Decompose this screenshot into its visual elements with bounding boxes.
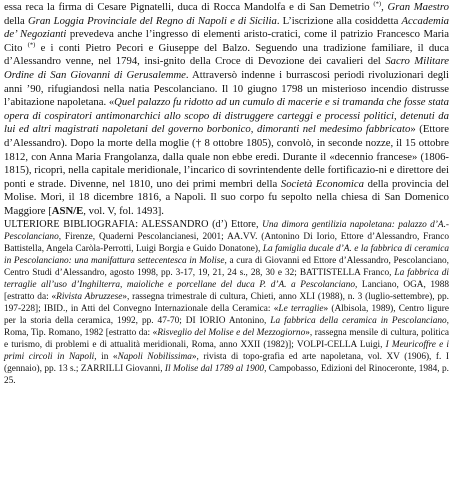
italic-title: Il Molise dal 1789 al 1900 [164, 363, 265, 374]
italic-title: Accademia de’ Negozianti [4, 14, 450, 41]
text-run: » (Albisola, 1989), Centro ligure per la storia della ceramica, 1992, pp. 47-70; DI IORIO Antonino, [4, 303, 450, 326]
text-run: e i conti Pietro Pecori e Giuseppe del Balzo. Seguendo una tradizione familiare, il duca d’Alessandro venne, nel 1794, insi-gnito della Croce di Devozione dei cavalieri del [4, 41, 449, 68]
text-run: », rivista di topo-grafia ed arte napoletana, vol. XV (1906), f. I (gennaio), pp. 13 s.; ZARRILLI Giovanni, [4, 351, 449, 374]
text-run: della [4, 14, 28, 27]
body-paragraph [4, 1, 449, 219]
footnote-marker: (*) [27, 41, 36, 49]
text-run: , Firenze, Quaderni Pescolancianesi, 2001; AA.VV. (Antonino Di Iorio, Ettore d’Alessandro, Franco Battistella, Angela Caròla-Perrotti, Luigi Borgia e Guido Donatone), [4, 231, 449, 254]
text-run: , Roma, Tip. Romano, 1982 [estratto da: « [4, 315, 449, 338]
text-run: », rassegna trimestrale di cultura, Chieti, anno XLI (1988), n. 3 (luglio-settembre), pp. 197-228]; IBID., in Atti del Convegno Internazionale della Ceramica: « [4, 291, 449, 314]
bibliography-heading: ULTERIORE BIBLIOGRAFIA: ALESSANDRO (d’) Ettore, [4, 218, 263, 230]
text-run: », rassegna mensile di cultura, politica e turismo, di problemi e di attualità meridionali, Roma, anno XXII (1982)]; VOLPI-CELLA Luigi, [4, 327, 449, 350]
italic-title: Le terraglie [278, 303, 324, 314]
text-run: prevedeva anche l’ingresso di elementi aristo-cratici, come il patrizio Francesco Maria Cito [4, 28, 450, 54]
italic-title: La fabbrica della ceramica in Pescolanciano [270, 315, 447, 326]
text-run: , a cura di Giovanni ed Ettore d’Alessandro, Pescolanciano, Centro Studi d’Alessandro, agosto 1998, pp. 3-17, 19, 21, 24 s., 28, 30 e 32; BATTISTELLA Franco, [4, 255, 450, 278]
text-run: della provincia del Molise. Morì, il 18 dicembre 1816, a Napoli. Il suo corpo fu sepolto nella chiesa di San Domenico Maggiore [ [4, 177, 450, 217]
italic-title: Gran Maestro [387, 1, 450, 13]
italic-title: Gran Loggia Provinciale del Regno di Napoli e di Sicilia [27, 14, 277, 27]
italic-title: Napoli Nobilissima [117, 351, 192, 362]
italic-title: Una dimora gentilizia napoletana: palazzo d’A.-Pescolanciano [4, 219, 449, 242]
bibliography-paragraph [4, 219, 449, 387]
text-run: , Lanciano, OGA, 1988 [estratto da: « [4, 279, 449, 302]
text-run: essa reca la firma di Cesare Pignatelli, duca di Rocca Mandolfa e di San Demetrio [4, 1, 374, 13]
text-run: . Attraversò indenne i burrascosi periodi rivoluzionari degli anni ’90, rifugiandosi nella natia Pescolanciano. Il 10 giugno 1798 un misterioso incendio distrusse l’abitazione napoletana. « [4, 68, 449, 109]
italic-quote: Quel palazzo fu ridotto ad un cumulo di macerie e si tramanda che fosse stata opera di cospiratori antimonarchici allo scopo di distruggere carteggi e processi politici, detenuti da lui ed altri magistrati napoletani del governo borbonico, dimoranti nel medesimo fabbricato [4, 96, 449, 136]
text-run: , Campobasso, Edizioni del Rinoceronte, 1984, p. 25. [4, 363, 449, 386]
italic-title: La famiglia ducale d’A. e la fabbrica di ceramica in Pescolanciano: una manifattura settecentesca in Molise [4, 243, 449, 266]
italic-title: I Meuricoffre e i primi circoli in Napoli [4, 339, 449, 362]
text-run: . L’iscrizione alla cosiddetta [276, 14, 402, 27]
italic-title: Sacro Militare Ordine di San Giovanni di Gerusalemme [4, 55, 450, 81]
text-run: , in « [94, 351, 118, 362]
italic-title: La fabbrica di terraglie all’uso d’Inghilterra, maioliche e porcellane del duca P. d’A. a Pescolanciano [4, 267, 449, 290]
italic-title: Risveglio del Molise e del Mezzogiorno [157, 327, 306, 338]
footnote-marker: (*) [373, 0, 382, 8]
italic-title: Rivista Abruzzese [56, 291, 123, 302]
text-run: » (Ettore d’Alessandro). Dopo la morte della moglie († 8 ottobre 1805), convolò, in seconde nozze, il 15 ottobre 1812, con Anna Maria Frangolanza, dalla quale non ebbe eredi. Durante il «decennio francese» (1806-1815), ricoprì, nella capitale meridionale, l’incarico di sovrintendente delle fortificazio-ni e direttore dei ponti e strade. Divenne, nel 1810, uno dei primi membri della [4, 123, 449, 190]
archive-reference: ASN/E [51, 204, 84, 217]
text-run: , vol. V, fol. 1493]. [83, 204, 164, 217]
italic-title: Società Economica [280, 177, 364, 190]
text-run: , [381, 1, 384, 13]
